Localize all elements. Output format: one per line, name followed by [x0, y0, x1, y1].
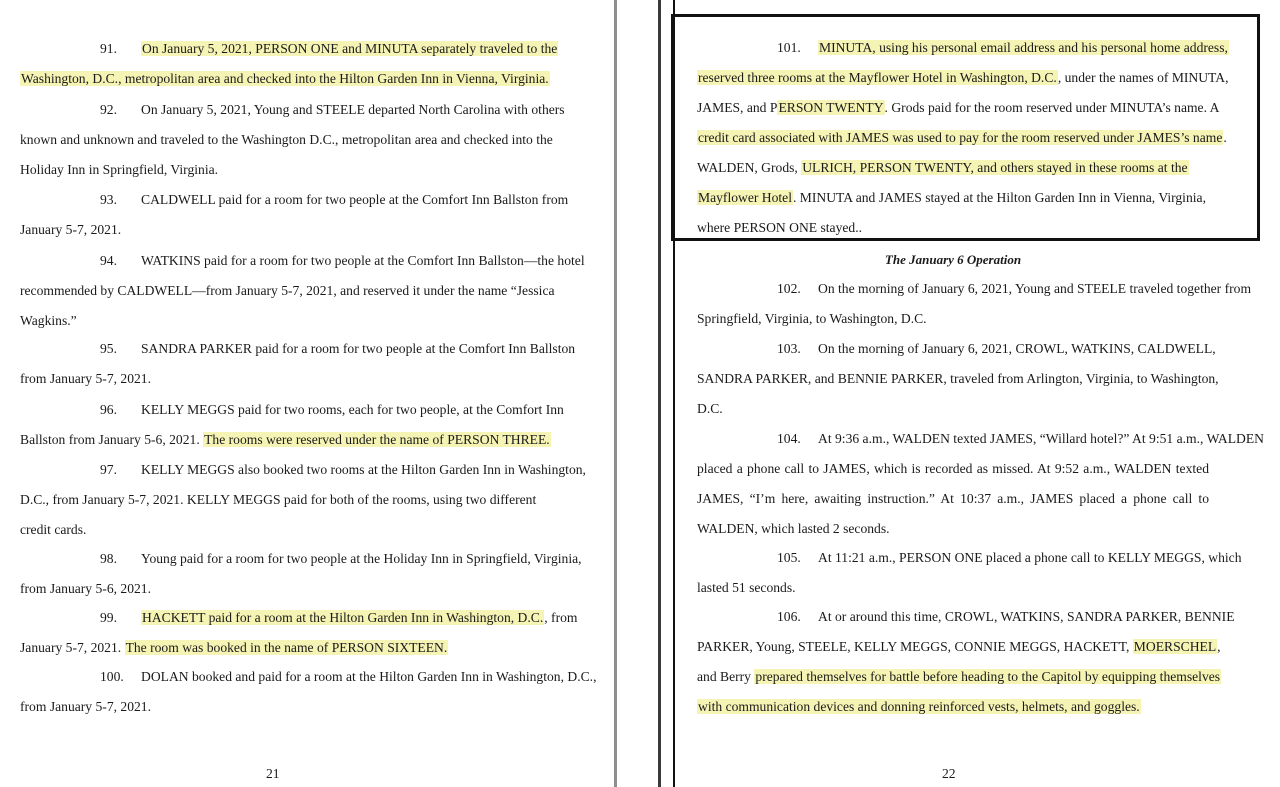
highlight: MOERSCHEL [1133, 639, 1217, 654]
highlight: MINUTA, using his personal email address and his personal home address, [819, 40, 1228, 55]
highlight: ULRICH, PERSON TWENTY, and others stayed in these rooms at the [802, 160, 1188, 175]
highlight: HACKETT paid for a room at the Hilton Garden Inn in Washington, D.C. [142, 610, 544, 625]
paragraph-100: 100. DOLAN booked and paid for a room at the Hilton Garden Inn in Washington, D.C., from January 5-7, 2021. [20, 669, 597, 714]
paragraph-102: 102. On the morning of January 6, 2021, Young and STEELE traveled together from Springfield, Virginia, to Washington, D.C. [697, 281, 1252, 326]
paragraph-105: 105. At 11:21 a.m., PERSON ONE placed a phone call to KELLY MEGGS, which lasted 51 seconds. [697, 550, 1242, 595]
paragraph-93: 93. CALDWELL paid for a room for two people at the Comfort Inn Ballston from January 5-7, 2021. [20, 192, 569, 237]
paragraph-98: 98. Young paid for a room for two people at the Holiday Inn in Springfield, Virginia, from January 5-6, 2021. [20, 551, 582, 596]
paragraph-96: 96. KELLY MEGGS paid for two rooms, each for two people, at the Comfort Inn Ballston from January 5-6, 2021. The rooms were reserved under the name of PERSON THREE. [20, 402, 564, 447]
page-edge-line [673, 0, 675, 787]
highlight: reserved three rooms at the Mayflower Hotel in Washington, D.C. [698, 70, 1057, 85]
paragraph-106: 106. At or around this time, CROWL, WATKINS, SANDRA PARKER, BENNIE PARKER, Young, STEELE, KELLY MEGGS, CONNIE MEGGS, HACKETT, MOERSCHEL, and Berry prepared themselves for battle before heading to the Capitol by equipping themselves with communication devices and donning reinforced vests, helmets, and goggles. [697, 609, 1235, 714]
paragraph-91: 91. On January 5, 2021, PERSON ONE and MINUTA separately traveled to the Washington, D.C., metropolitan area and checked into the Hilton Garden Inn in Vienna, Virginia. [21, 41, 558, 86]
highlight: credit card associated with JAMES was used to pay for the room reserved under JAMES’s name [698, 130, 1223, 145]
paragraph-94: 94. WATKINS paid for a room for two people at the Comfort Inn Ballston—the hotel recommended by CALDWELL—from January 5-7, 2021, and reserved it under the name “Jessica Wagkins.” [20, 253, 585, 328]
document-page-22 [661, 0, 1280, 787]
highlight: Washington, D.C., metropolitan area and checked into the Hilton Garden Inn in Vienna, Virginia. [21, 71, 549, 86]
highlight: The room was booked in the name of PERSON SIXTEEN. [125, 640, 448, 655]
page-gutter-gap [617, 0, 658, 787]
section-heading: The January 6 Operation [884, 252, 1022, 267]
highlight: ERSON TWENTY [778, 100, 884, 115]
highlight: with communication devices and donning reinforced vests, helmets, and goggles. [698, 699, 1140, 714]
highlight: prepared themselves for battle before heading to the Capitol by equipping themselves [755, 669, 1221, 684]
paragraph-103: 103. On the morning of January 6, 2021, CROWL, WATKINS, CALDWELL, SANDRA PARKER, and BENNIE PARKER, traveled from Arlington, Virginia, to Washington, D.C. [697, 341, 1219, 416]
highlight: Mayflower Hotel [698, 190, 792, 205]
highlight: On January 5, 2021, PERSON ONE and MINUTA separately traveled to the [142, 41, 558, 56]
paragraph-104: 104. At 9:36 a.m., WALDEN texted JAMES, “Willard hotel?” At 9:51 a.m., WALDEN placed a phone call to JAMES, which is recorded as missed. At 9:52 a.m., WALDEN texted JAMES, “I’m here, awaiting instruction.” At 10:37 a.m., JAMES placed a phone call to WALDEN, which lasted 2 seconds. [697, 431, 1264, 536]
document-page-21 [0, 0, 614, 787]
page-number: 22 [942, 766, 956, 781]
paragraph-95: 95. SANDRA PARKER paid for a room for two people at the Comfort Inn Ballston from January 5-7, 2021. [20, 341, 576, 386]
paragraph-99: 99. HACKETT paid for a room at the Hilton Garden Inn in Washington, D.C., from January 5-7, 2021. The room was booked in the name of PERSON SIXTEEN. [20, 610, 578, 655]
paragraph-92: 92. On January 5, 2021, Young and STEELE departed North Carolina with others known and unknown and traveled to the Washington D.C., metropolitan area and checked into the Holiday Inn in Springfield, Virginia. [20, 102, 565, 177]
page-number: 21 [266, 766, 280, 781]
highlight: The rooms were reserved under the name of PERSON THREE. [204, 432, 550, 447]
paragraph-97: 97. KELLY MEGGS also booked two rooms at the Hilton Garden Inn in Washington, D.C., from January 5-7, 2021. KELLY MEGGS paid for both of the rooms, using two different credit cards. [20, 462, 586, 537]
paragraph-101: 101. MINUTA, using his personal email address and his personal home address, reserved three rooms at the Mayflower Hotel in Washington, D.C., under the names of MINUTA, JAMES, and PERSON TWENTY. Grods paid for the room reserved under MINUTA’s name. A credit card associated with JAMES was used to pay for the room reserved under JAMES’s name. WALDEN, Grods, ULRICH, PERSON TWENTY, and others stayed in these rooms at the Mayflower Hotel. MINUTA and JAMES stayed at the Hilton Garden Inn in Vienna, Virginia, where PERSON ONE stayed.. [697, 40, 1229, 235]
